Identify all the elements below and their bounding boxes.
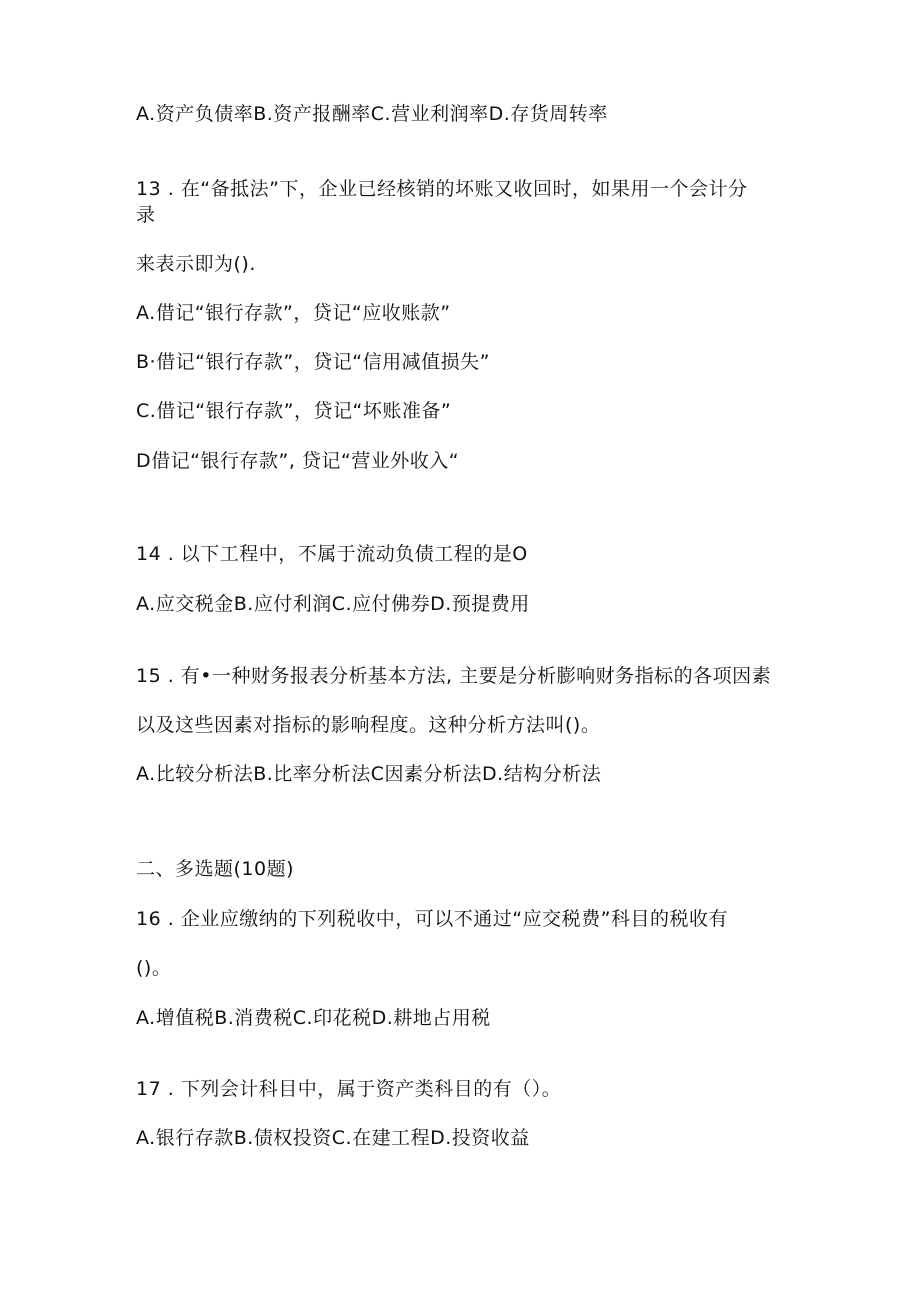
q17-stem: 17 . 下列会计科目中，属于资产类科目的有（）。 [136, 1078, 562, 1100]
q16-options: A.增值税B.消费税C.印花税D.耕地占用税 [136, 1007, 491, 1029]
q13-option-a: A.借记“银行存款”，贷记“应收账款” [136, 302, 451, 324]
q13-stem-line1: 13 . 在“备抵法”下，企业已经核销的坏账又收回时，如果用一个会计分 [136, 178, 748, 200]
q13-stem-line2: 录 [136, 204, 156, 226]
q17-options: A.银行存款B.债权投资C.在建工程D.投资收益 [136, 1127, 530, 1149]
q13-option-c: C.借记“银行存款”，贷记“坏账准备” [136, 400, 452, 422]
q15-options: A.比较分析法B.比率分析法C因素分析法D.结构分析法 [136, 763, 602, 785]
q14-options: A.应交税金B.应付利润C.应付佛券D.预提费用 [136, 593, 530, 615]
q12-options: A.资产负债率B.资产报酬率C.营业利润率D.存货周转率 [136, 103, 608, 125]
q14-stem: 14 . 以下工程中，不属于流动负债工程的是O [136, 543, 528, 565]
q13-stem-line3: 来表示即为(). [136, 253, 256, 275]
section-heading: 二、多选题(10题) [136, 858, 295, 880]
q13-option-d: D借记“银行存款”, 贷记“营业外收入“ [136, 450, 460, 472]
q16-stem-line2: ()。 [136, 957, 172, 979]
q15-stem-line2: 以及这些因素对指标的影响程度。这种分析方法叫()。 [136, 714, 601, 736]
q13-option-b: B·借记“银行存款”，贷记“信用减值损失” [136, 351, 490, 373]
q16-stem-line1: 16 . 企业应缴纳的下列税收中，可以不通过“应交税费”科目的税收有 [136, 908, 728, 930]
q15-stem-line1: 15 . 有•一种财务报表分析基本方法, 主要是分析膨响财务指标的各项因素 [136, 665, 772, 687]
